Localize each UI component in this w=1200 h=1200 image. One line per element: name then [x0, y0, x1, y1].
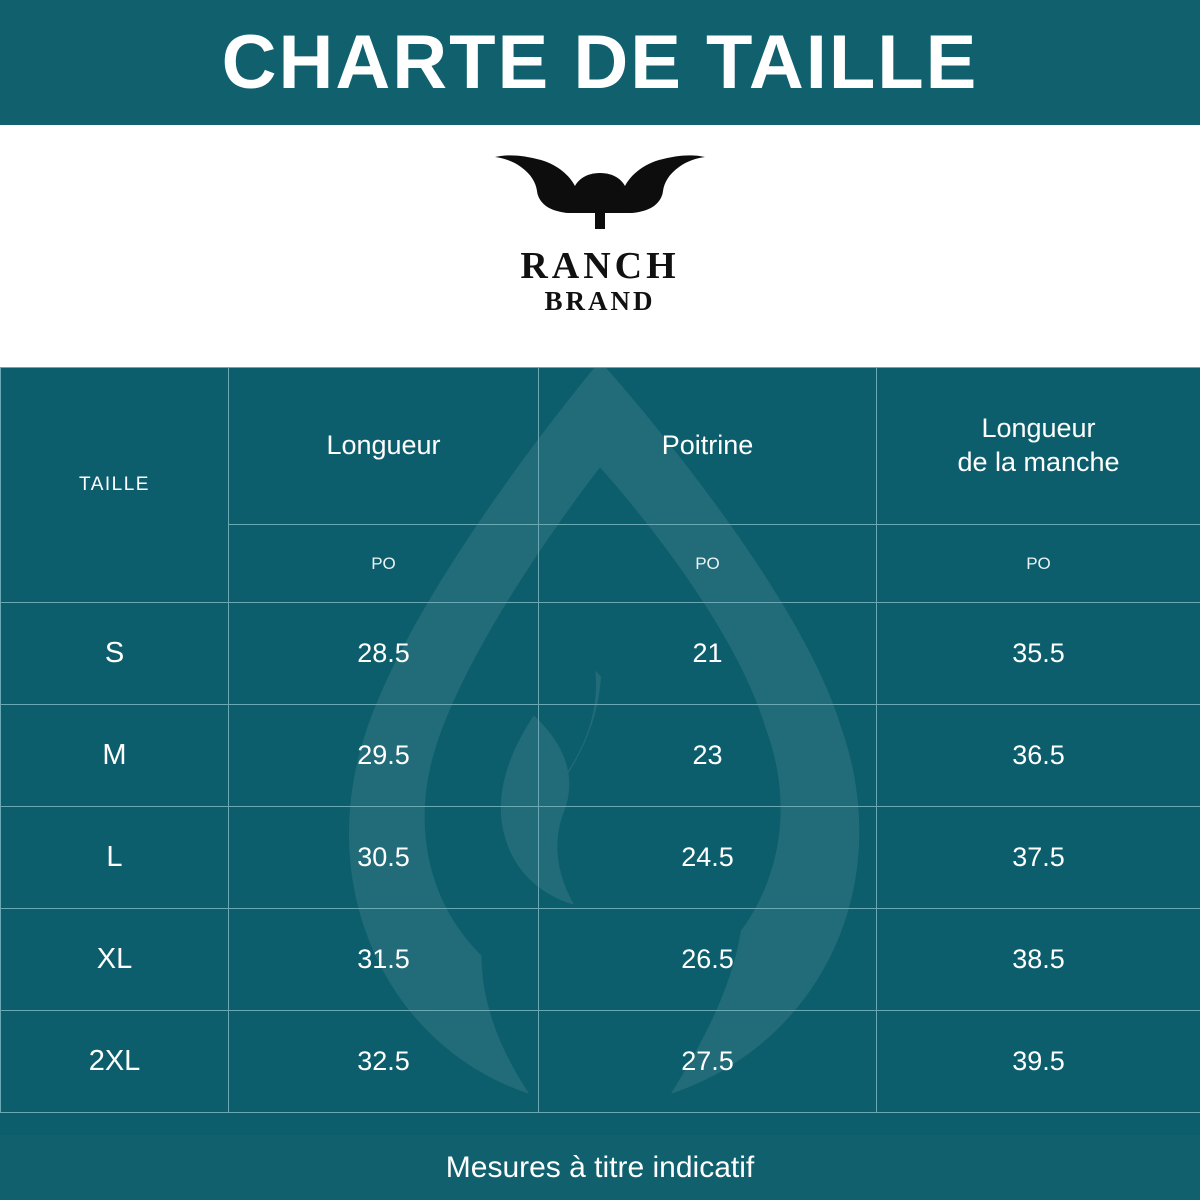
header-manche-line1: Longueur: [981, 413, 1096, 444]
table-row: [1, 1011, 1200, 1113]
brand-logo-block: [0, 125, 1200, 367]
unit-manche: PO: [877, 525, 1200, 603]
cell-longueur: 29.5: [229, 705, 539, 807]
cell-poitrine: 21: [539, 603, 877, 705]
unit-poitrine: PO: [539, 525, 877, 603]
brand-name-primary: RANCH: [520, 245, 680, 287]
page-footer: [0, 1135, 1200, 1200]
size-table-container: [0, 367, 1200, 1135]
page-title: CHARTE DE TAILLE: [221, 19, 979, 105]
cell-longueur: 30.5: [229, 807, 539, 909]
table-row: [1, 807, 1200, 909]
cell-poitrine: 24.5: [539, 807, 877, 909]
cell-poitrine: 26.5: [539, 909, 877, 1011]
size-table: [0, 367, 1200, 1113]
cell-manche: 35.5: [877, 603, 1200, 705]
cell-size: L: [1, 807, 229, 909]
header-longueur-manche: [877, 368, 1200, 525]
cell-size: 2XL: [1, 1011, 229, 1113]
cell-longueur: 32.5: [229, 1011, 539, 1113]
header-longueur-line1: Longueur: [326, 430, 441, 461]
table-row: [1, 603, 1200, 705]
header-size-label: TAILLE: [1, 368, 229, 603]
table-row: [1, 705, 1200, 807]
header-poitrine: [539, 368, 877, 525]
bull-head-icon: [485, 135, 715, 245]
brand-name-secondary: BRAND: [544, 285, 656, 316]
cell-poitrine: 27.5: [539, 1011, 877, 1113]
cell-longueur: 31.5: [229, 909, 539, 1011]
unit-longueur: PO: [229, 525, 539, 603]
cell-manche: 37.5: [877, 807, 1200, 909]
cell-poitrine: 23: [539, 705, 877, 807]
cell-size: S: [1, 603, 229, 705]
page-header: [0, 0, 1200, 125]
cell-longueur: 28.5: [229, 603, 539, 705]
header-poitrine-line1: Poitrine: [661, 430, 754, 461]
cell-manche: 39.5: [877, 1011, 1200, 1113]
cell-size: XL: [1, 909, 229, 1011]
footer-note: Mesures à titre indicatif: [445, 1150, 755, 1184]
cell-manche: 36.5: [877, 705, 1200, 807]
cell-size: M: [1, 705, 229, 807]
header-longueur: [229, 368, 539, 525]
header-manche-line2: de la manche: [957, 447, 1120, 477]
table-row: [1, 909, 1200, 1011]
table-header-row: [1, 368, 1200, 525]
cell-manche: 38.5: [877, 909, 1200, 1011]
